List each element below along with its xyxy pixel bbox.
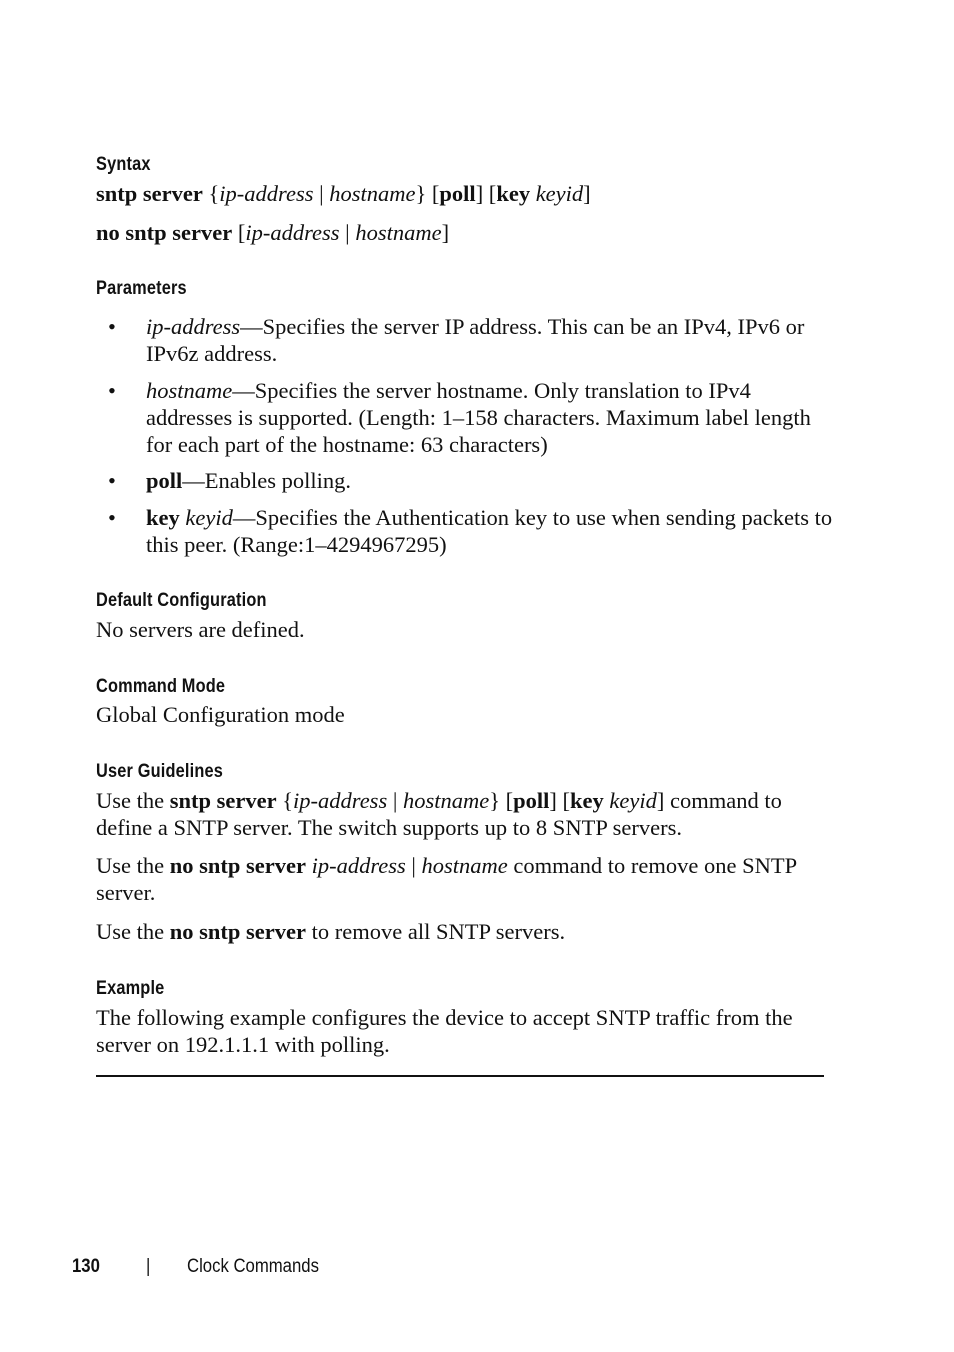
guideline-paragraph-1: Use the sntp server {ip-address | hostname} [poll] [key keyid] command to define a SNTP server. The switch supports up to 8 SNTP servers. xyxy=(96,788,782,840)
section-divider xyxy=(96,1075,824,1077)
param-poll: poll—Enables polling. xyxy=(146,468,352,493)
page-number: 130 xyxy=(72,1256,100,1277)
example-text: The following example configures the device to accept SNTP traffic from the server on 192.1.1.1 with polling. xyxy=(96,1005,793,1057)
bullet: • xyxy=(108,314,116,339)
default-config-heading: Default Configuration xyxy=(96,590,267,611)
guideline-paragraph-2: Use the no sntp server ip-address | hostname command to remove one SNTP server. xyxy=(96,853,797,905)
bullet: • xyxy=(108,378,116,403)
command-mode-text: Global Configuration mode xyxy=(96,702,345,727)
param-ip-address: ip-address—Specifies the server IP address. This can be an IPv4, IPv6 or IPv6z address. xyxy=(146,314,805,366)
default-config-text: No servers are defined. xyxy=(96,617,305,642)
example-heading: Example xyxy=(96,978,165,999)
bullet: • xyxy=(108,505,116,530)
param-key-keyid: key keyid—Specifies the Authentication key to use when sending packets to this peer. (Range:1–4294967295) xyxy=(146,505,833,557)
user-guidelines-heading: User Guidelines xyxy=(96,761,223,782)
command-mode-heading: Command Mode xyxy=(96,676,226,697)
syntax-heading: Syntax xyxy=(96,154,151,175)
footer-separator: | xyxy=(146,1256,151,1277)
parameters-heading: Parameters xyxy=(96,278,187,299)
footer-section-title: Clock Commands xyxy=(187,1256,319,1277)
syntax-line-2: no sntp server [ip-address | hostname] xyxy=(96,220,450,245)
guideline-paragraph-3: Use the no sntp server to remove all SNTP servers. xyxy=(96,919,566,944)
syntax-command: sntp server xyxy=(96,181,203,206)
bullet: • xyxy=(108,468,116,493)
syntax-line-1: sntp server {ip-address | hostname} [poll] [key keyid] xyxy=(96,181,591,206)
param-hostname: hostname—Specifies the server hostname. Only translation to IPv4 addresses is supported. (Length: 1–158 characters. Maximum label length for each part of the hostname: 63 characters) xyxy=(146,378,811,457)
